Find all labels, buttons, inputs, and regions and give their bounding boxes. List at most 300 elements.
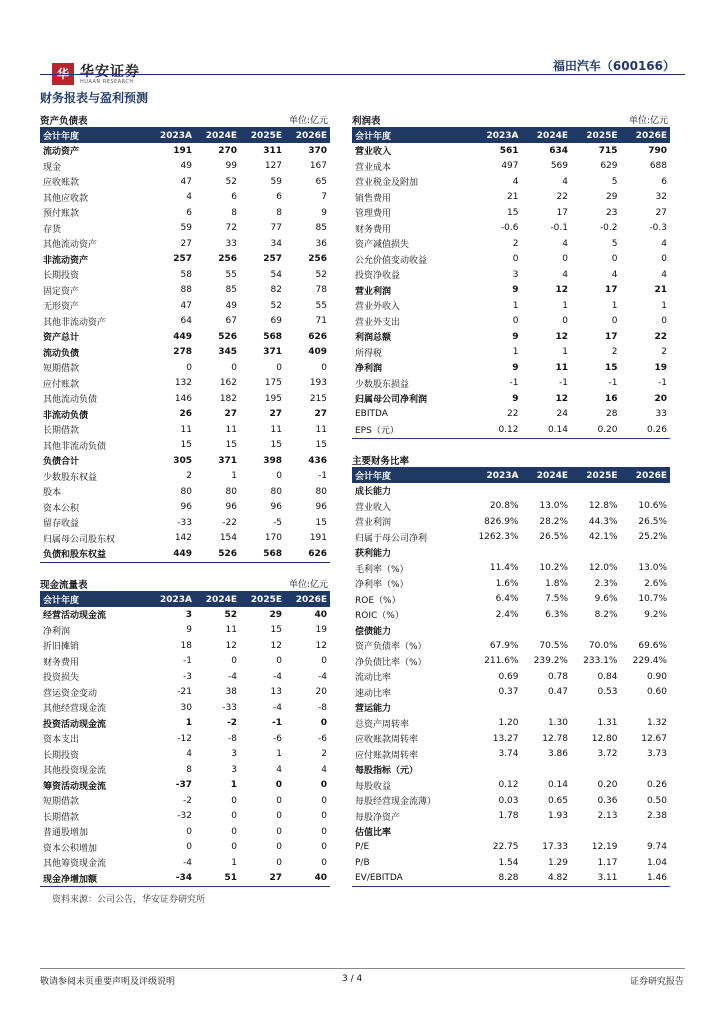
data-grid <box>352 128 670 439</box>
cell-value <box>472 483 522 499</box>
cell-value: 13.0% <box>638 563 667 574</box>
cell-value: 0 <box>611 254 618 265</box>
column-header: 2023A <box>150 128 195 143</box>
row-label: 现金 <box>43 162 62 173</box>
cell-value <box>621 623 671 639</box>
cell-value: 9 <box>512 362 519 373</box>
cell-value: 11 <box>225 625 237 636</box>
cell-value: 0 <box>231 842 237 853</box>
cell-value: 88 <box>180 285 192 296</box>
cell-value: 0 <box>276 362 282 373</box>
table-row <box>352 376 670 392</box>
table-row <box>40 376 330 392</box>
row-label: 投资活动现金流 <box>43 719 107 730</box>
data-grid <box>40 592 330 887</box>
cell-value: 8.28 <box>472 871 522 887</box>
cell-value: 127 <box>264 161 282 172</box>
column-header: 会计年度 <box>352 128 472 143</box>
cell-value: 58 <box>180 269 192 280</box>
column-header: 2023A <box>472 128 522 143</box>
row-label: 长期投资 <box>43 750 80 761</box>
row-label: 现金净增加额 <box>40 871 150 887</box>
cell-value: 29 <box>269 609 282 620</box>
cell-value: 0.53 <box>597 687 618 698</box>
cell-value: 12 <box>315 640 327 651</box>
cell-value: 4 <box>661 238 667 249</box>
row-label: 营运资金变动 <box>43 688 98 699</box>
table-row <box>352 855 670 871</box>
cell-value: -1 <box>658 378 667 389</box>
cell-value: 38 <box>225 687 237 698</box>
cell-value: 51 <box>195 871 240 887</box>
column-header: 2025E <box>571 128 621 143</box>
column-header: 2026E <box>621 128 671 143</box>
table-row <box>40 345 330 361</box>
cell-value: 311 <box>263 145 282 156</box>
cell-value: 11 <box>270 424 282 435</box>
cell-value: 96 <box>270 502 282 513</box>
cell-value: 229.4% <box>632 656 667 667</box>
row-label: 非流动负债 <box>43 410 89 421</box>
cell-value: 8 <box>276 207 282 218</box>
table-row <box>352 778 670 794</box>
row-label: 负债合计 <box>43 457 80 468</box>
cell-value: -6 <box>273 733 282 744</box>
cell-value: 0.65 <box>547 795 568 806</box>
table-row <box>40 747 330 763</box>
cell-value: 0 <box>321 842 327 853</box>
cell-value: 69.6% <box>638 640 667 651</box>
cell-value: 4 <box>186 749 192 760</box>
cell-value: 12 <box>225 640 237 651</box>
cell-value: 4 <box>562 238 568 249</box>
cell-value: 2 <box>661 347 667 358</box>
table-row <box>40 205 330 221</box>
column-header: 2025E <box>571 468 621 483</box>
table-row <box>40 453 330 469</box>
row-label: 资本公积 <box>43 503 80 514</box>
table-row <box>352 716 670 732</box>
cell-value: 47 <box>180 176 192 187</box>
cell-value: 1 <box>231 471 237 482</box>
cell-value: 22.75 <box>492 842 519 853</box>
cell-value <box>621 483 671 499</box>
cell-value: 790 <box>648 145 667 156</box>
cell-value: 132 <box>174 378 192 389</box>
cell-value: 191 <box>173 145 192 156</box>
cell-value: 47 <box>180 300 192 311</box>
cell-value: 4 <box>611 269 618 280</box>
cell-value: -22 <box>222 517 237 528</box>
header-row <box>352 128 670 143</box>
cell-value: 0 <box>231 795 237 806</box>
table-row <box>352 267 670 283</box>
cell-value: 4 <box>321 764 327 775</box>
table-row <box>352 592 670 608</box>
table-row <box>40 484 330 500</box>
row-label: EV/EBITDA <box>352 871 472 887</box>
cell-value <box>621 545 671 561</box>
cell-value: 345 <box>218 347 237 358</box>
table-row <box>40 407 330 423</box>
cell-value: 26 <box>179 409 192 420</box>
table-row <box>352 360 670 376</box>
cell-value: 449 <box>173 331 192 342</box>
cell-value: 59 <box>180 223 192 234</box>
cell-value: 80 <box>270 486 282 497</box>
row-label: 每股经营现金流薄） <box>355 797 437 808</box>
cell-value: 497 <box>501 161 519 172</box>
table-row <box>40 190 330 206</box>
cell-value: 0.78 <box>547 671 568 682</box>
cell-value: 1.31 <box>597 718 618 729</box>
cell-value: -4 <box>273 702 282 713</box>
table-row <box>352 407 670 423</box>
cell-value: 21 <box>654 285 667 296</box>
cell-value: 42.1% <box>588 532 618 543</box>
cell-value: 3.86 <box>547 749 568 760</box>
row-label: 成长能力 <box>355 487 392 498</box>
cell-value: 2 <box>321 749 327 760</box>
data-grid <box>352 468 670 887</box>
cell-value: 142 <box>174 533 192 544</box>
header-row <box>40 128 330 143</box>
table-row <box>40 252 330 268</box>
cell-value: 23 <box>606 207 618 218</box>
table-row <box>352 499 670 515</box>
cell-value: 6 <box>231 192 237 203</box>
cell-value: -1 <box>318 471 327 482</box>
cell-value: 28.2% <box>539 516 568 527</box>
table-row <box>40 422 330 438</box>
cell-value: -33 <box>222 702 237 713</box>
cell-value: 191 <box>309 533 327 544</box>
cell-value: 626 <box>308 331 327 342</box>
cell-value: 17 <box>604 331 618 342</box>
cell-value: 11 <box>315 424 327 435</box>
row-label: 应付账款周转率 <box>355 750 419 761</box>
cell-value: 30 <box>180 702 192 713</box>
cell-value: 0.37 <box>498 687 519 698</box>
table-row <box>352 345 670 361</box>
table-unit: 单位:亿元 <box>628 116 668 126</box>
cell-value: -8 <box>318 702 327 713</box>
column-header: 2023A <box>150 592 195 607</box>
cell-value <box>522 483 572 499</box>
table-row <box>352 638 670 654</box>
cell-value: 629 <box>600 161 618 172</box>
table-row <box>352 329 670 345</box>
cell-value: 1.04 <box>646 857 667 868</box>
financial-ratios-table <box>352 451 670 887</box>
table-row <box>40 515 330 531</box>
row-label: P/E <box>355 842 370 853</box>
cell-value: 8 <box>186 764 192 775</box>
cell-value: 0.60 <box>646 687 667 698</box>
row-label: 营业利润 <box>355 286 392 297</box>
cell-value: 2 <box>611 347 618 358</box>
cell-value: 1.6% <box>495 578 519 589</box>
row-label: 股本 <box>43 488 62 499</box>
cell-value: 12 <box>555 331 568 342</box>
page-number: 3 / 4 <box>342 974 363 984</box>
cell-value: -0.2 <box>599 223 618 234</box>
cell-value <box>522 700 572 716</box>
table-row <box>352 530 670 546</box>
cell-value: 626 <box>285 546 330 562</box>
row-label: 营运能力 <box>355 704 392 715</box>
disclaimer-note: 敬请参阅末页重要声明及评级说明 <box>40 977 176 987</box>
cell-value: 0 <box>231 362 237 373</box>
cell-value: 170 <box>264 533 282 544</box>
row-label: 资产减值损失 <box>355 240 410 251</box>
column-header: 会计年度 <box>40 592 150 607</box>
cell-value: 568 <box>240 546 285 562</box>
cell-value: 18 <box>180 640 192 651</box>
cell-value: 305 <box>173 455 192 466</box>
cell-value: 2 <box>512 238 519 249</box>
row-label: 净利润 <box>43 626 71 637</box>
cell-value: 7 <box>321 192 327 203</box>
table-row <box>352 514 670 530</box>
cell-value: 24 <box>556 409 568 420</box>
cell-value: 0 <box>321 362 327 373</box>
row-label: 管理费用 <box>355 209 392 220</box>
row-label: 长期借款 <box>43 426 80 437</box>
table-title: 现金流量表 <box>40 580 88 591</box>
row-label: 每股收益 <box>355 781 392 792</box>
cell-value: 9.6% <box>594 594 618 605</box>
cell-value: 2 <box>186 471 192 482</box>
cell-value: 0 <box>231 826 237 837</box>
cell-value: 1 <box>185 718 192 729</box>
cell-value: 15 <box>604 362 618 373</box>
cell-value: 52 <box>270 300 282 311</box>
cell-value: 4 <box>562 269 568 280</box>
column-header: 2026E <box>285 128 330 143</box>
table-row <box>352 159 670 175</box>
cell-value: 12 <box>270 640 282 651</box>
cell-value: 26.5% <box>638 516 667 527</box>
cell-value: 233.1% <box>583 656 618 667</box>
cell-value: 2.38 <box>646 811 667 822</box>
row-label: 资本公积增加 <box>43 843 98 854</box>
cell-value: 55 <box>225 269 237 280</box>
cell-value: 32 <box>655 192 667 203</box>
cell-value: 80 <box>180 486 192 497</box>
cell-value: 526 <box>218 331 237 342</box>
cell-value: 0 <box>321 795 327 806</box>
cell-value: 6.4% <box>495 594 519 605</box>
table-caption <box>40 575 330 592</box>
table-row <box>352 654 670 670</box>
cell-value <box>472 545 522 561</box>
row-label: 其他应收款 <box>43 193 89 204</box>
table-caption <box>352 451 670 468</box>
cell-value: 4 <box>512 176 519 187</box>
cell-value: 1.17 <box>597 857 618 868</box>
table-row <box>40 809 330 825</box>
cell-value: 2.4% <box>495 609 519 620</box>
cell-value: -1 <box>608 378 618 389</box>
source-note: 资料来源：公司公告，华安证券研究所 <box>52 895 206 905</box>
row-label: 每股指标（元） <box>355 766 419 777</box>
cell-value: 6 <box>186 207 192 218</box>
cell-value: 8.2% <box>594 609 618 620</box>
column-header: 2023A <box>472 468 522 483</box>
cell-value: 11.4% <box>489 563 519 574</box>
table-row <box>352 809 670 825</box>
row-label: 少数股东权益 <box>43 472 98 483</box>
cell-value: 27 <box>240 871 285 887</box>
row-label: 投资净收益 <box>355 271 401 282</box>
cell-value: 1.78 <box>498 811 519 822</box>
row-label: 资产负债率（%） <box>355 642 427 653</box>
cell-value: 9 <box>321 207 327 218</box>
cell-value: 256 <box>308 254 327 265</box>
cell-value: 65 <box>315 176 327 187</box>
row-label: 其他非流动负债 <box>43 441 107 452</box>
logo-text: 华安证券 <box>80 64 140 80</box>
row-label: 资本支出 <box>43 735 80 746</box>
cell-value: 4.82 <box>522 871 572 887</box>
cell-value: 0.26 <box>621 422 671 438</box>
table-row <box>352 669 670 685</box>
cell-value: 436 <box>308 455 327 466</box>
cell-value <box>571 762 621 778</box>
table-row <box>40 283 330 299</box>
table-row <box>352 174 670 190</box>
cell-value: 270 <box>218 145 237 156</box>
row-label: 财务费用 <box>355 224 392 235</box>
row-label: 偿债能力 <box>355 626 392 637</box>
cell-value: 257 <box>173 254 192 265</box>
cell-value: 96 <box>225 502 237 513</box>
cell-value: 2.13 <box>597 811 618 822</box>
row-label: 归属母公司股东权 <box>43 534 116 545</box>
cell-value: 3.11 <box>571 871 621 887</box>
cell-value: 0 <box>276 826 282 837</box>
cell-value: 0 <box>276 842 282 853</box>
cell-value: 0.12 <box>498 780 519 791</box>
cell-value: 10.7% <box>638 594 667 605</box>
table-row <box>40 654 330 670</box>
cell-value: 239.2% <box>533 656 568 667</box>
row-label: 公允价值变动收益 <box>355 255 428 266</box>
cell-value: -1 <box>183 656 192 667</box>
cell-value: 256 <box>218 254 237 265</box>
cell-value: 0 <box>562 254 568 265</box>
table-row <box>40 546 330 562</box>
table-row <box>352 840 670 856</box>
table-row <box>40 221 330 237</box>
cell-value: 0 <box>276 795 282 806</box>
table-unit: 单位:亿元 <box>288 116 328 126</box>
table-row <box>352 391 670 407</box>
cell-value: 1 <box>661 300 667 311</box>
cell-value: 64 <box>180 316 192 327</box>
table-row <box>352 298 670 314</box>
cell-value: 0 <box>611 316 618 327</box>
table-row <box>352 747 670 763</box>
cell-value: 3 <box>512 269 519 280</box>
cell-value: 27 <box>314 409 327 420</box>
table-row <box>40 778 330 794</box>
cell-value: 0 <box>512 316 519 327</box>
cell-value: 0.84 <box>597 671 618 682</box>
table-row <box>40 793 330 809</box>
row-label: 预付账款 <box>43 209 80 220</box>
cell-value: 9 <box>512 331 519 342</box>
cell-value: -37 <box>175 780 192 791</box>
cell-value: 15 <box>507 207 519 218</box>
table-row <box>352 871 670 887</box>
row-label: 所得税 <box>355 348 383 359</box>
table-row <box>40 638 330 654</box>
cell-value <box>571 623 621 639</box>
table-row <box>40 762 330 778</box>
cell-value: 0.36 <box>597 795 618 806</box>
cell-value: 278 <box>173 347 192 358</box>
cell-value: -8 <box>228 733 237 744</box>
cell-value: 3.72 <box>597 749 618 760</box>
cell-value: 0 <box>276 857 282 868</box>
cell-value: 3 <box>231 749 237 760</box>
row-label: 毛利率（%） <box>355 564 409 575</box>
cell-value: 4 <box>186 192 192 203</box>
cell-value: 6 <box>276 192 282 203</box>
cell-value: 49 <box>225 300 237 311</box>
row-label: 负债和股东权益 <box>40 546 150 562</box>
row-label: 留存收益 <box>43 519 80 530</box>
cell-value: 9 <box>512 285 519 296</box>
cell-value: 1 <box>562 347 568 358</box>
cell-value: -34 <box>150 871 195 887</box>
table-row <box>40 360 330 376</box>
cell-value: -6 <box>318 733 327 744</box>
cell-value: 1 <box>276 749 282 760</box>
cell-value: 69 <box>270 316 282 327</box>
cell-value: 15 <box>270 625 282 636</box>
cell-value: 3 <box>185 609 192 620</box>
cell-value: 0 <box>512 254 519 265</box>
cell-value: 182 <box>219 393 237 404</box>
cell-value: 715 <box>598 145 618 156</box>
cell-value: 28 <box>606 409 618 420</box>
cell-value <box>522 545 572 561</box>
cell-value: 526 <box>195 546 240 562</box>
cell-value: 17 <box>604 285 618 296</box>
table-row <box>352 561 670 577</box>
cell-value: 154 <box>219 533 237 544</box>
cell-value <box>571 545 621 561</box>
cell-value: 15 <box>270 440 282 451</box>
table-row <box>40 329 330 345</box>
row-label: 营业收入 <box>355 502 392 513</box>
row-label: 其他经营现金流 <box>43 704 107 715</box>
table-row <box>40 607 330 623</box>
table-row <box>352 483 670 499</box>
cell-value: 19 <box>654 362 667 373</box>
table-row <box>40 174 330 190</box>
column-header: 2025E <box>240 128 285 143</box>
table-row <box>352 221 670 237</box>
cell-value: 78 <box>315 285 327 296</box>
row-label: 应付账款 <box>43 379 80 390</box>
cell-value: 3 <box>231 764 237 775</box>
column-header: 2026E <box>285 592 330 607</box>
cell-value: 3.74 <box>498 749 519 760</box>
